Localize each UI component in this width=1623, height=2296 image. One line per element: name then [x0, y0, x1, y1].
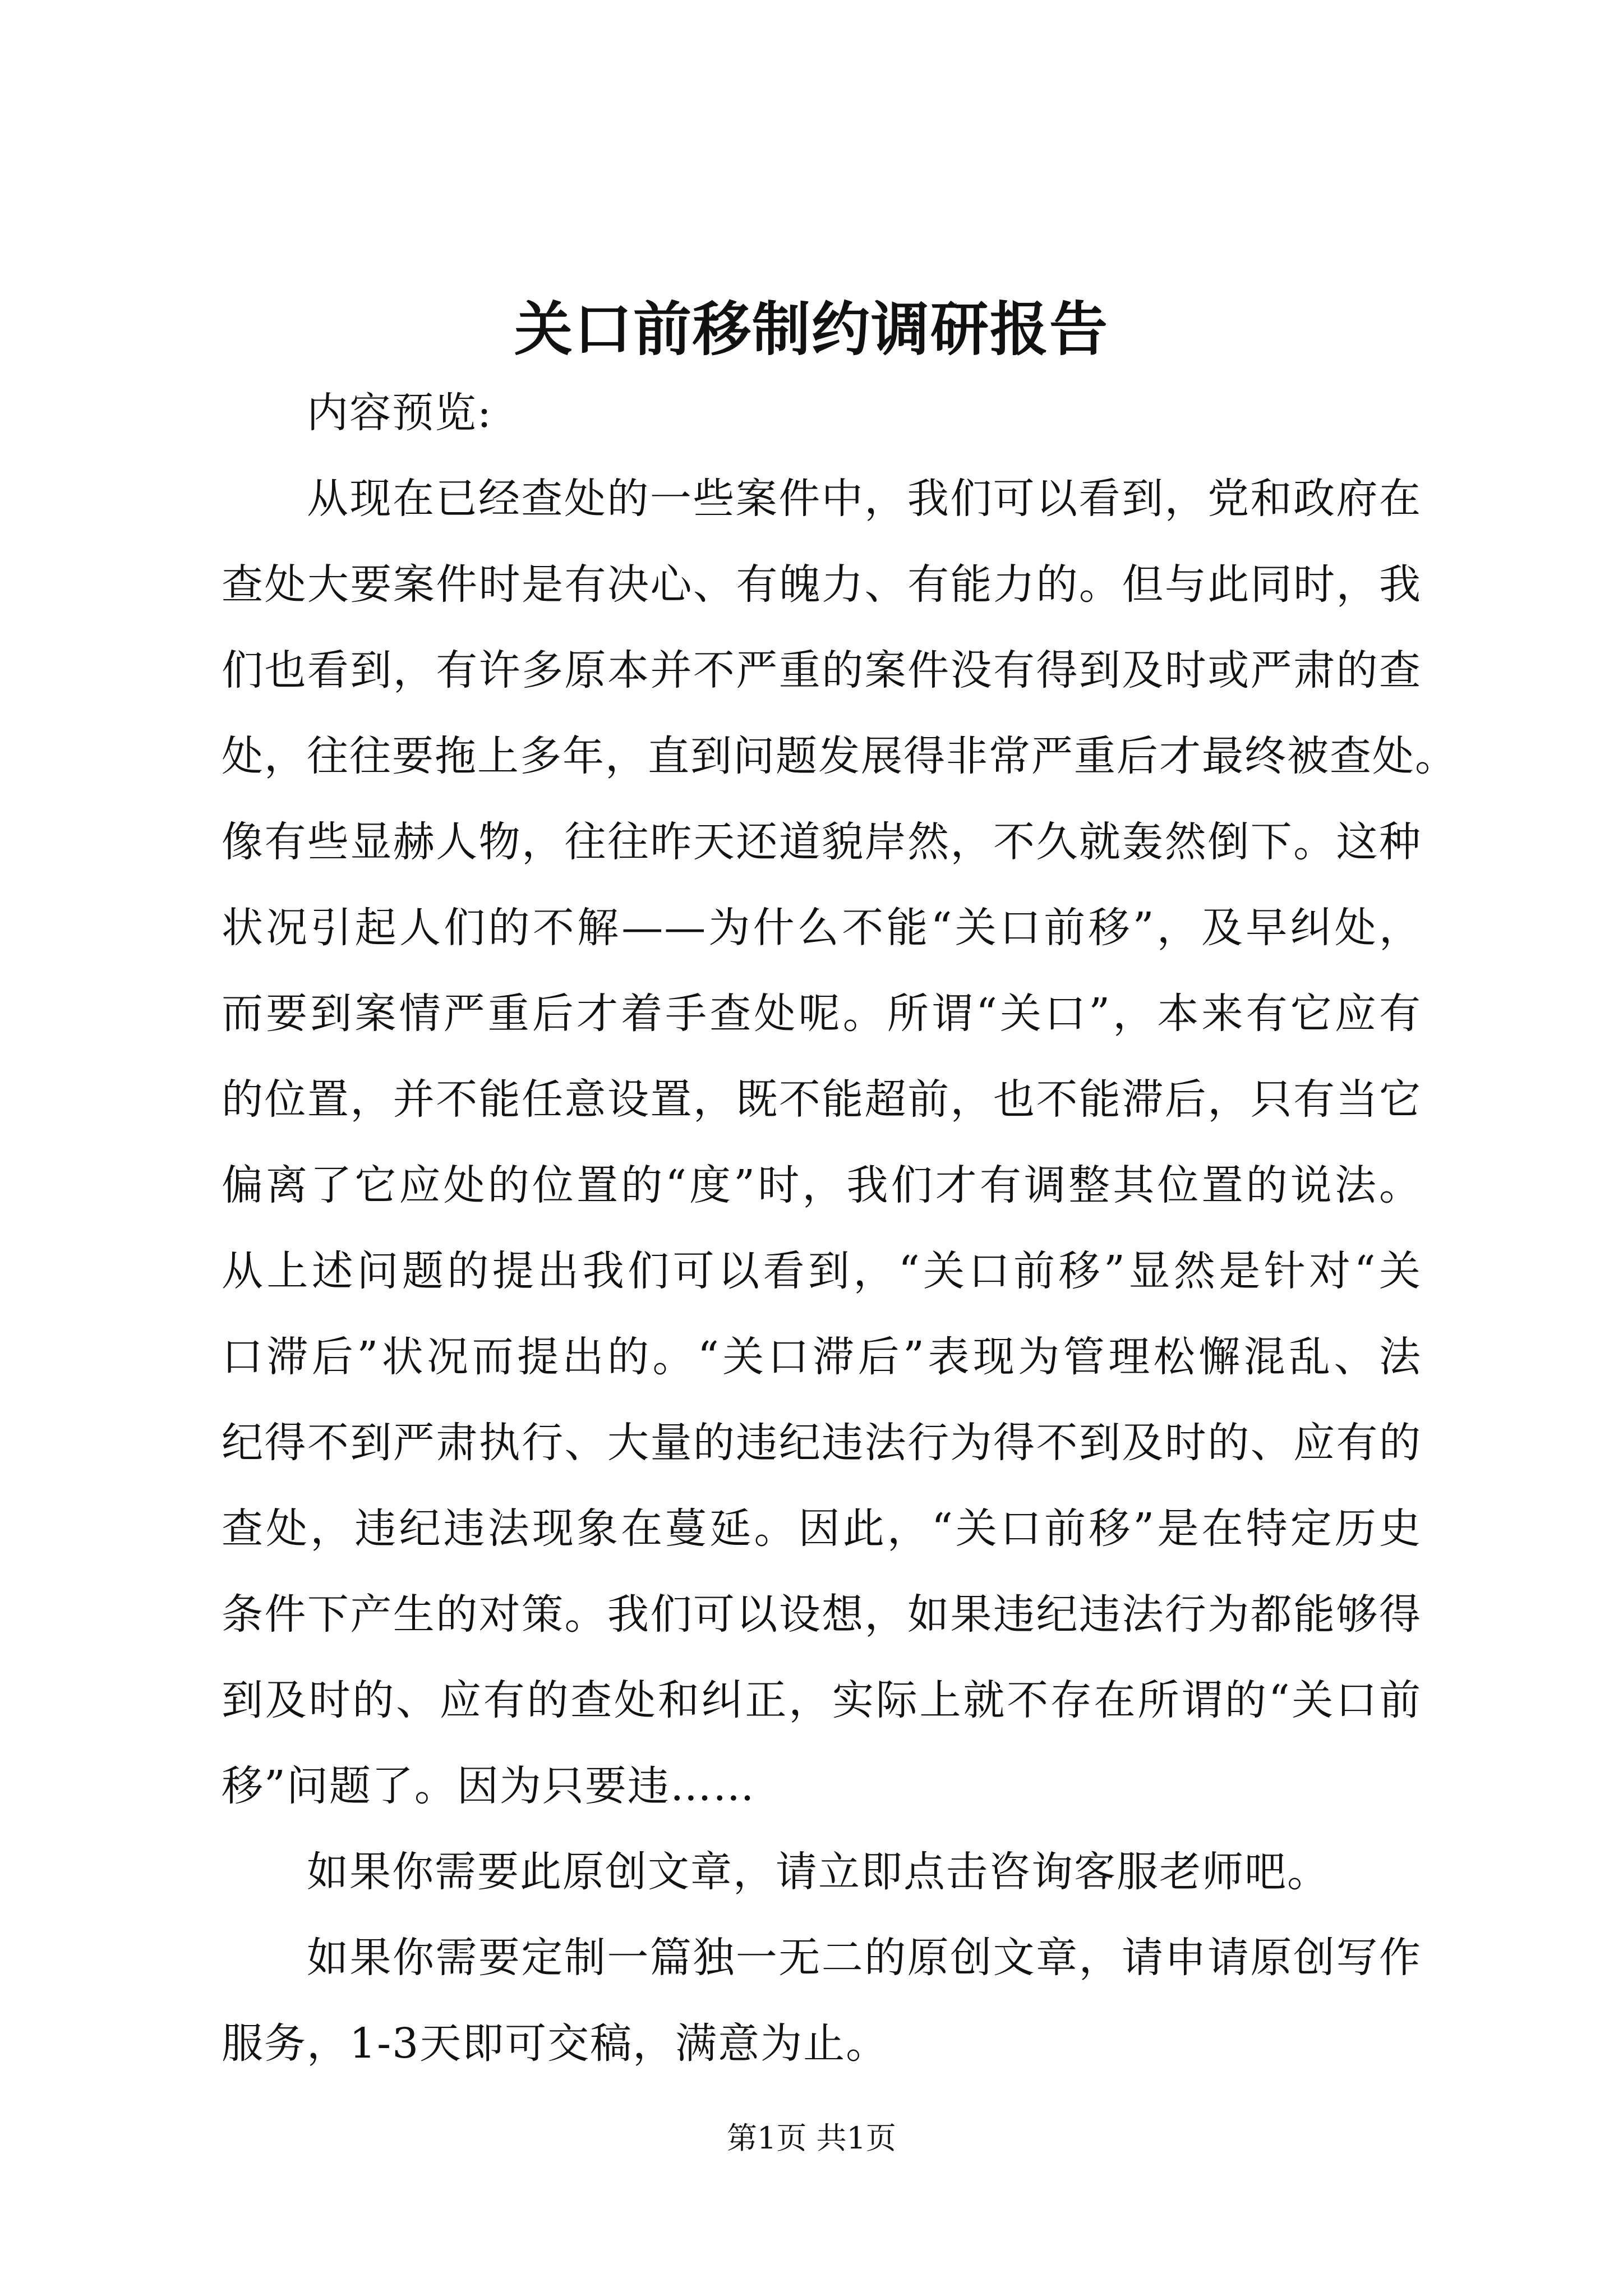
paragraph-line: 服务，1-3天即可交稿，满意为止。: [222, 2019, 889, 2068]
paragraph-line: 口滞后”状况而提出的。“关口滞后”表现为管理松懈混乱、法: [222, 1333, 1422, 1381]
paragraph-line: 移”问题了。因为只要违……: [222, 1762, 755, 1810]
paragraph-line: 纪得不到严肃执行、大量的违纪违法行为得不到及时的、应有的: [222, 1419, 1422, 1467]
paragraph-line: 偏离了它应处的位置的“度”时，我们才有调整其位置的说法。: [222, 1161, 1422, 1209]
paragraph-line: 查处大要案件时是有决心、有魄力、有能力的。但与此同时，我: [222, 560, 1422, 609]
page-footer: 第1页 共1页: [727, 2120, 896, 2156]
paragraph-line: 查处，违纪违法现象在蔓延。因此，“关口前移”是在特定历史: [222, 1504, 1422, 1553]
paragraph-line: 们也看到，有许多原本并不严重的案件没有得到及时或严肃的查: [222, 646, 1422, 694]
document-body: [222, 370, 1458, 2087]
paragraph-line: 从现在已经查处的一些案件中，我们可以看到，党和政府在: [307, 475, 1422, 523]
paragraph-line: 的位置，并不能任意设置，既不能超前，也不能滞后，只有当它: [222, 1075, 1422, 1124]
paragraph-line: 到及时的、应有的查处和纠正，实际上就不存在所谓的“关口前: [222, 1676, 1422, 1724]
paragraph-line: 如果你需要定制一篇独一无二的原创文章，请申请原创写作: [307, 1934, 1422, 1982]
paragraph-line: 如果你需要此原创文章，请立即点击咨询客服老师吧。: [307, 1848, 1330, 1896]
paragraph-line: 状况引起人们的不解——为什么不能“关口前移”，及早纠处，: [222, 904, 1422, 952]
preview-label: 内容预览:: [307, 389, 492, 437]
paragraph-line: 像有些显赫人物，往往昨天还道貌岸然，不久就轰然倒下。这种: [222, 818, 1422, 866]
paragraph-line: 而要到案情严重后才着手查处呢。所谓“关口”，本来有它应有: [222, 990, 1422, 1038]
document-title: 关口前移制约调研报告: [514, 295, 1109, 364]
paragraph-line: 从上述问题的提出我们可以看到，“关口前移”显然是针对“关: [222, 1247, 1422, 1295]
paragraph-line: 处，往往要拖上多年，直到问题发展得非常严重后才最终被查处。: [222, 732, 1458, 780]
paragraph-line: 条件下产生的对策。我们可以设想，如果违纪违法行为都能够得: [222, 1590, 1422, 1639]
